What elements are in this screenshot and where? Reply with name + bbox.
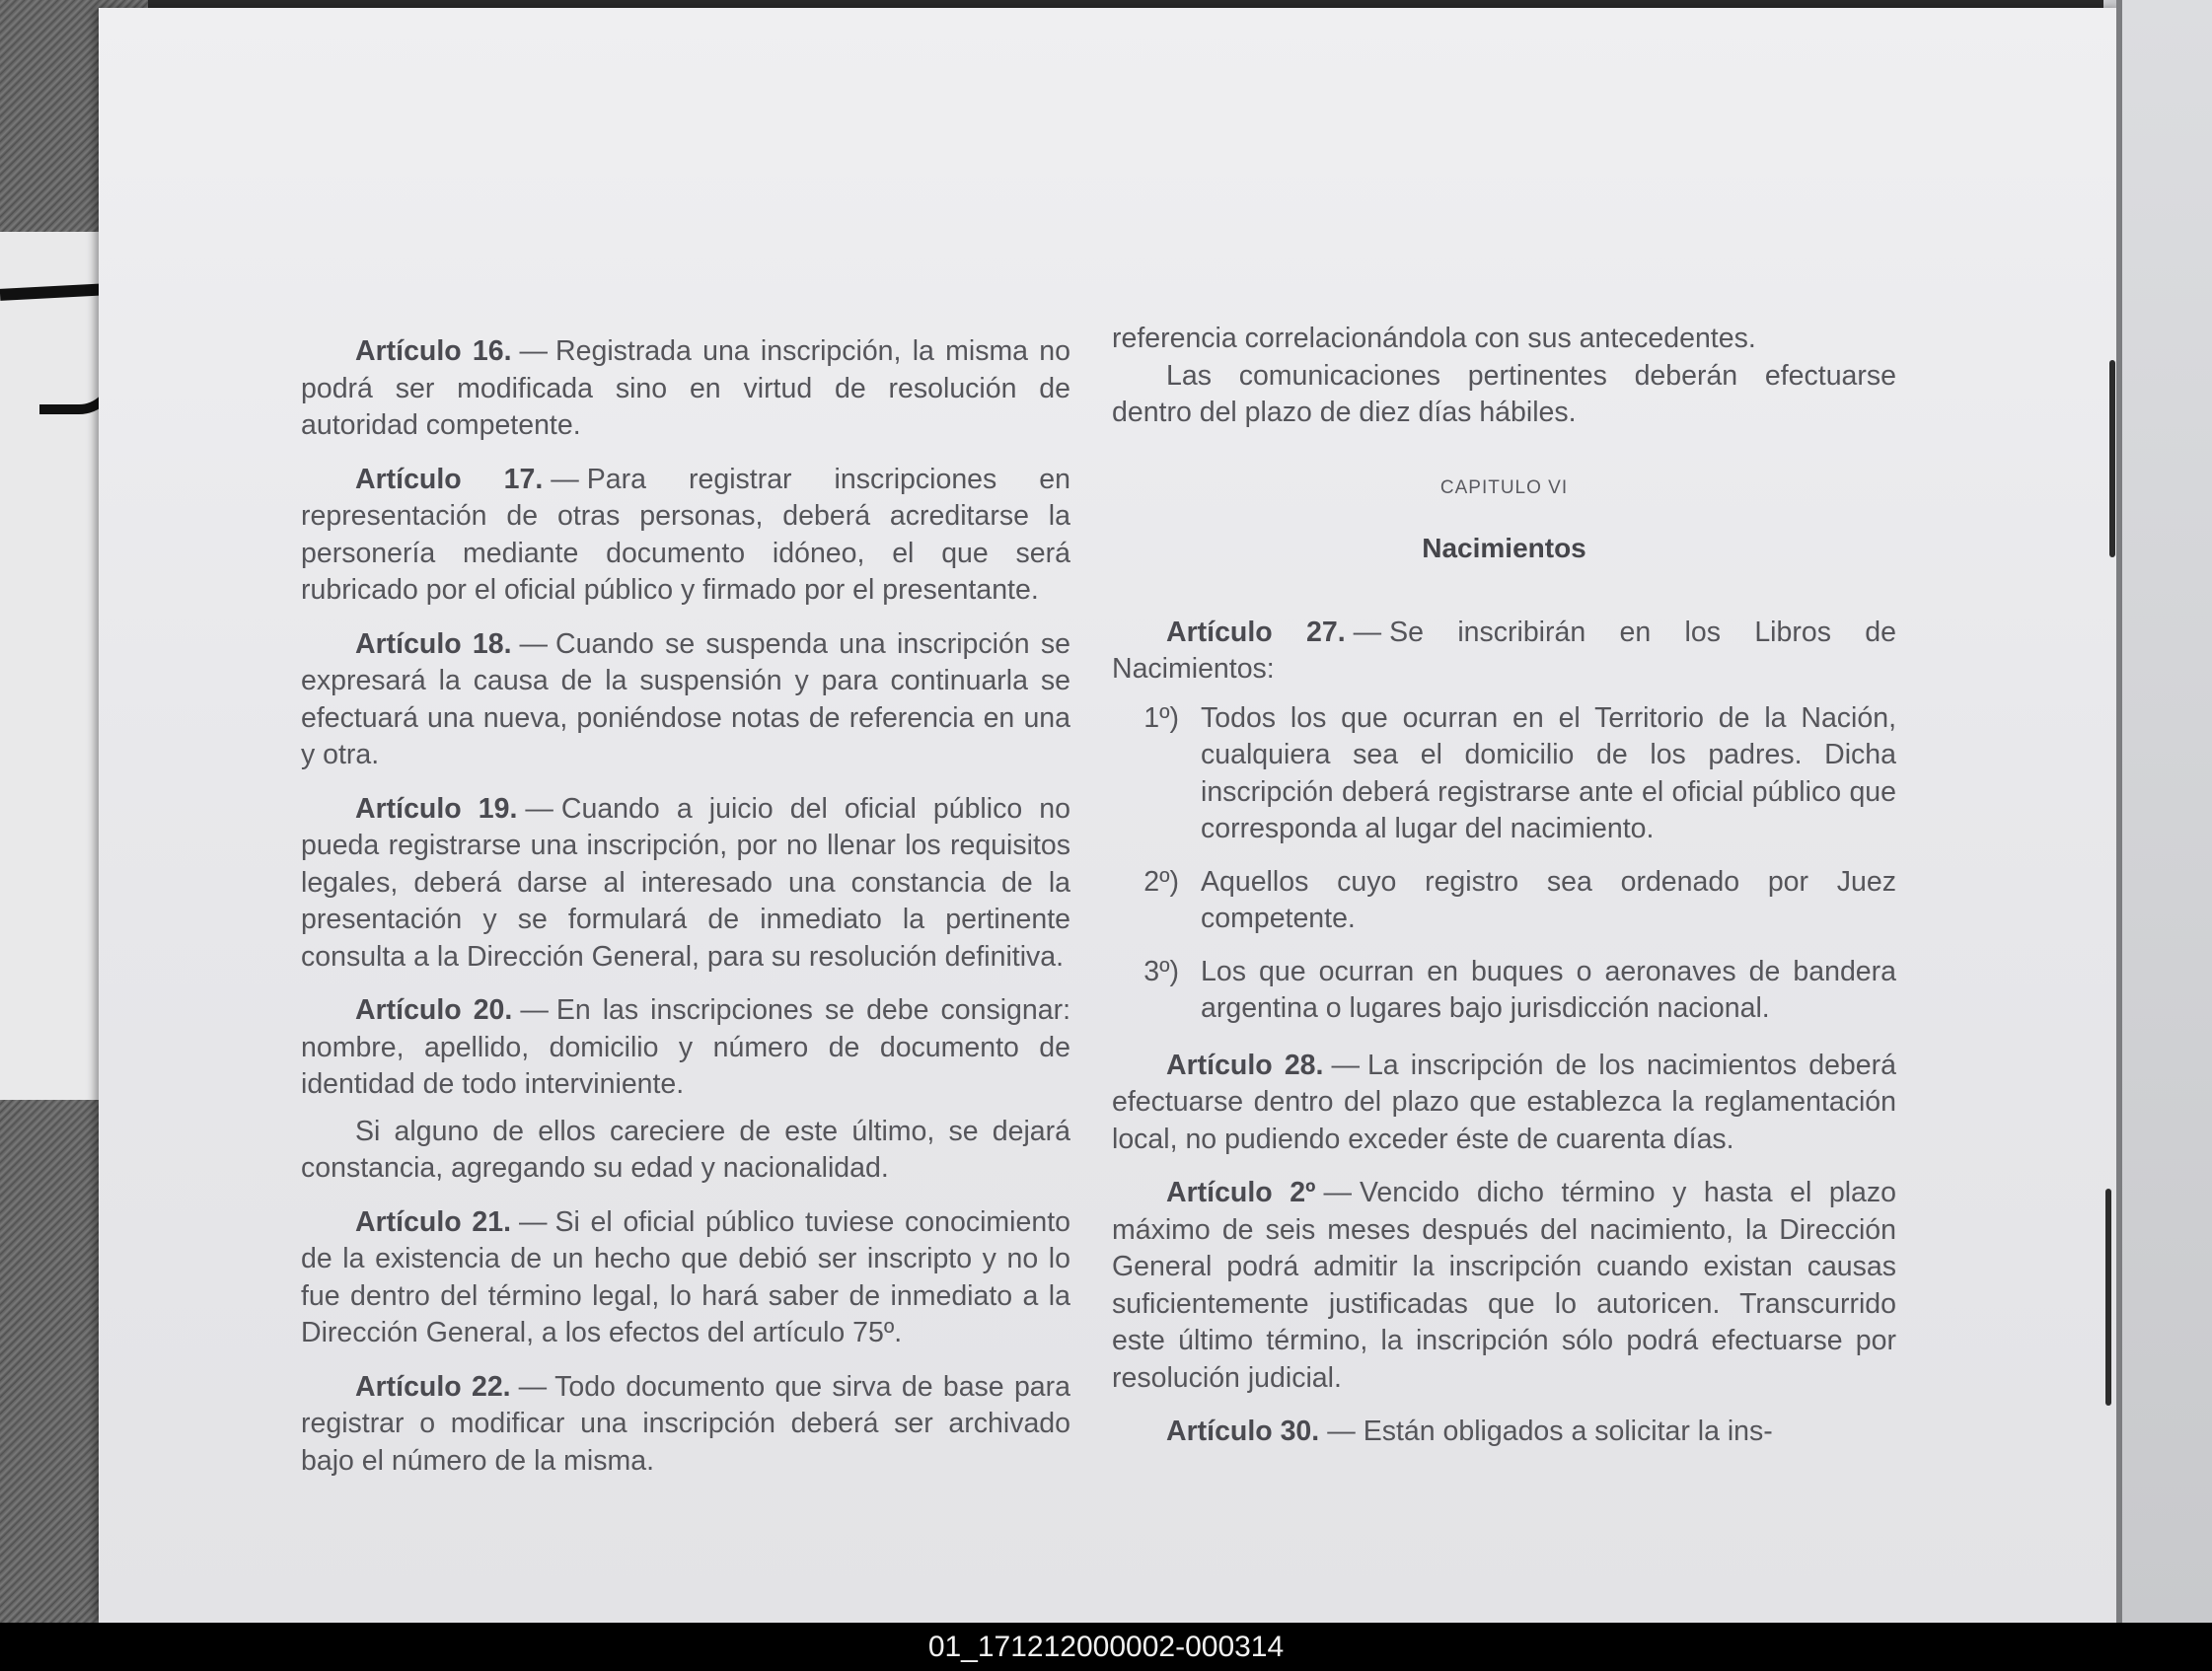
article-text: Registrada una inscripción, la misma no podrá ser modificada sino en virtud de resolución de autoridad competente.: [301, 335, 1070, 441]
article-heading: Artículo 16.: [355, 335, 512, 367]
list-text: Todos los que ocurran en el Territorio de la Nación, cualquiera sea el domicilio de los padres. Dicha inscripción deberá registrarse ante el oficial público que corresponda al lugar del nacimiento.: [1201, 701, 1896, 844]
list-text: Aquellos cuyo registro sea ordenado por Juez competente.: [1201, 865, 1896, 934]
article-text: Para registrar inscripciones en representación de otras personas, deberá acreditarse la personería mediante documento idóneo, el que será rubricado por el oficial público y firmado por el presentante.: [301, 463, 1070, 606]
article-heading: Artículo 28.: [1166, 1049, 1324, 1081]
chapter-label: CAPITULO VI: [1439, 476, 1569, 498]
article-text: Si alguno de ellos careciere de este último, se dejará constancia, agregando su edad y nacionalidad.: [301, 1115, 1070, 1184]
article-text: Se inscribirán en los Libros de Nacimientos:: [1112, 616, 1896, 685]
article-dash: —: [1353, 616, 1382, 648]
article-heading: Artículo 21.: [355, 1205, 511, 1238]
list-item: [1112, 954, 1896, 1028]
article-heading: Artículo 27.: [1166, 616, 1346, 648]
article-text: Están obligados a solicitar la ins-: [1363, 1416, 1773, 1447]
article-paragraph: [1112, 1414, 1896, 1451]
article-paragraph: [301, 992, 1070, 1104]
article-paragraph: [1112, 615, 1896, 689]
article-heading: Artículo 22.: [355, 1370, 511, 1403]
chapter-title: Nacimientos: [1422, 533, 1586, 563]
article-paragraph: [301, 1204, 1070, 1352]
article-heading: Artículo 30.: [1166, 1416, 1320, 1447]
page-crease-mark: [2105, 1189, 2111, 1406]
article-paragraph: [1112, 1175, 1896, 1397]
list-item: [1112, 700, 1896, 848]
page-crease-mark: [2109, 360, 2115, 557]
article-text: En las inscripciones se debe consignar: nombre, apellido, domicilio y número de documento de identidad de todo interviniente.: [301, 994, 1070, 1100]
article-dash: —: [1323, 1177, 1352, 1208]
article-dash: —: [519, 335, 549, 367]
article-heading: Artículo 17.: [355, 463, 544, 495]
list-text: Los que ocurran en buques o aeronaves de bandera argentina o lugares bajo jurisdicción nacional.: [1201, 955, 1896, 1024]
article-paragraph: [301, 626, 1070, 774]
article-paragraph: [301, 333, 1070, 445]
article-heading: Artículo 18.: [355, 627, 512, 660]
article-dash: —: [551, 463, 579, 495]
article-text: Cuando se suspenda una inscripción se expresará la causa de la suspensión y para continuarla se efectuará una nueva, poniéndose notas de referencia en una y otra.: [301, 627, 1070, 770]
list-number: 1º): [1143, 701, 1179, 734]
list-number: 3º): [1143, 955, 1179, 987]
article-heading: Artículo 19.: [355, 792, 518, 825]
article-dash: —: [519, 627, 549, 660]
article-paragraph: [301, 1114, 1070, 1188]
right-text-column: [1112, 321, 1896, 1468]
article-paragraph: [301, 791, 1070, 977]
article-paragraph: [301, 462, 1070, 610]
article-dash: —: [1331, 1049, 1360, 1081]
article-dash: —: [525, 792, 553, 825]
article-dash: —: [520, 994, 549, 1026]
article-text: Si el oficial público tuviese conocimiento de la existencia de un hecho que debió ser inscripto y no lo fue dentro del término legal, lo hará saber de inmediato a la Dirección General, a los efectos del artículo 75º.: [301, 1205, 1070, 1348]
list-number: 2º): [1143, 865, 1179, 898]
image-caption: 01_171212000002-000314: [0, 1623, 2212, 1671]
article-dash: —: [518, 1370, 548, 1403]
continuation-text: referencia correlacionándola con sus antecedentes.: [1112, 323, 1756, 354]
article-dash: —: [1327, 1416, 1356, 1447]
article-paragraph: [301, 1369, 1070, 1481]
left-text-column: [301, 333, 1070, 1496]
article-dash: —: [519, 1205, 548, 1238]
article-text: La inscripción de los nacimientos deberá efectuarse dentro del plazo que establezca la reglamentación local, no pudiendo exceder éste de cuarenta días.: [1112, 1049, 1896, 1155]
article-text: Todo documento que sirva de base para registrar o modificar una inscripción deberá ser archivado bajo el número de la misma.: [301, 1370, 1070, 1477]
article-paragraph: [1112, 1048, 1896, 1159]
article-heading: Artículo 2º: [1166, 1177, 1316, 1208]
article-text: Vencido dicho término y hasta el plazo máximo de seis meses después del nacimiento, la Dirección General podrá admitir la inscripción cuando existan causas suficientemente justificadas que lo autoricen. Transcurrido este último término, la inscripción sólo podrá efectuarse por resolución judicial.: [1112, 1177, 1896, 1394]
list-item: [1112, 864, 1896, 938]
article-paragraph: Las comunicaciones pertinentes deberán efectuarse dentro del plazo de diez días hábiles.: [1112, 359, 1896, 428]
adjacent-page-strip: [2122, 0, 2212, 1623]
article-text: Cuando a juicio del oficial público no pueda registrarse una inscripción, por no llenar los requisitos legales, deberá darse al interesado una constancia de la presentación y se formulará de inmediato la pertinente consulta a la Dirección General, para su resolución definitiva.: [301, 792, 1070, 973]
article-heading: Artículo 20.: [355, 994, 513, 1026]
